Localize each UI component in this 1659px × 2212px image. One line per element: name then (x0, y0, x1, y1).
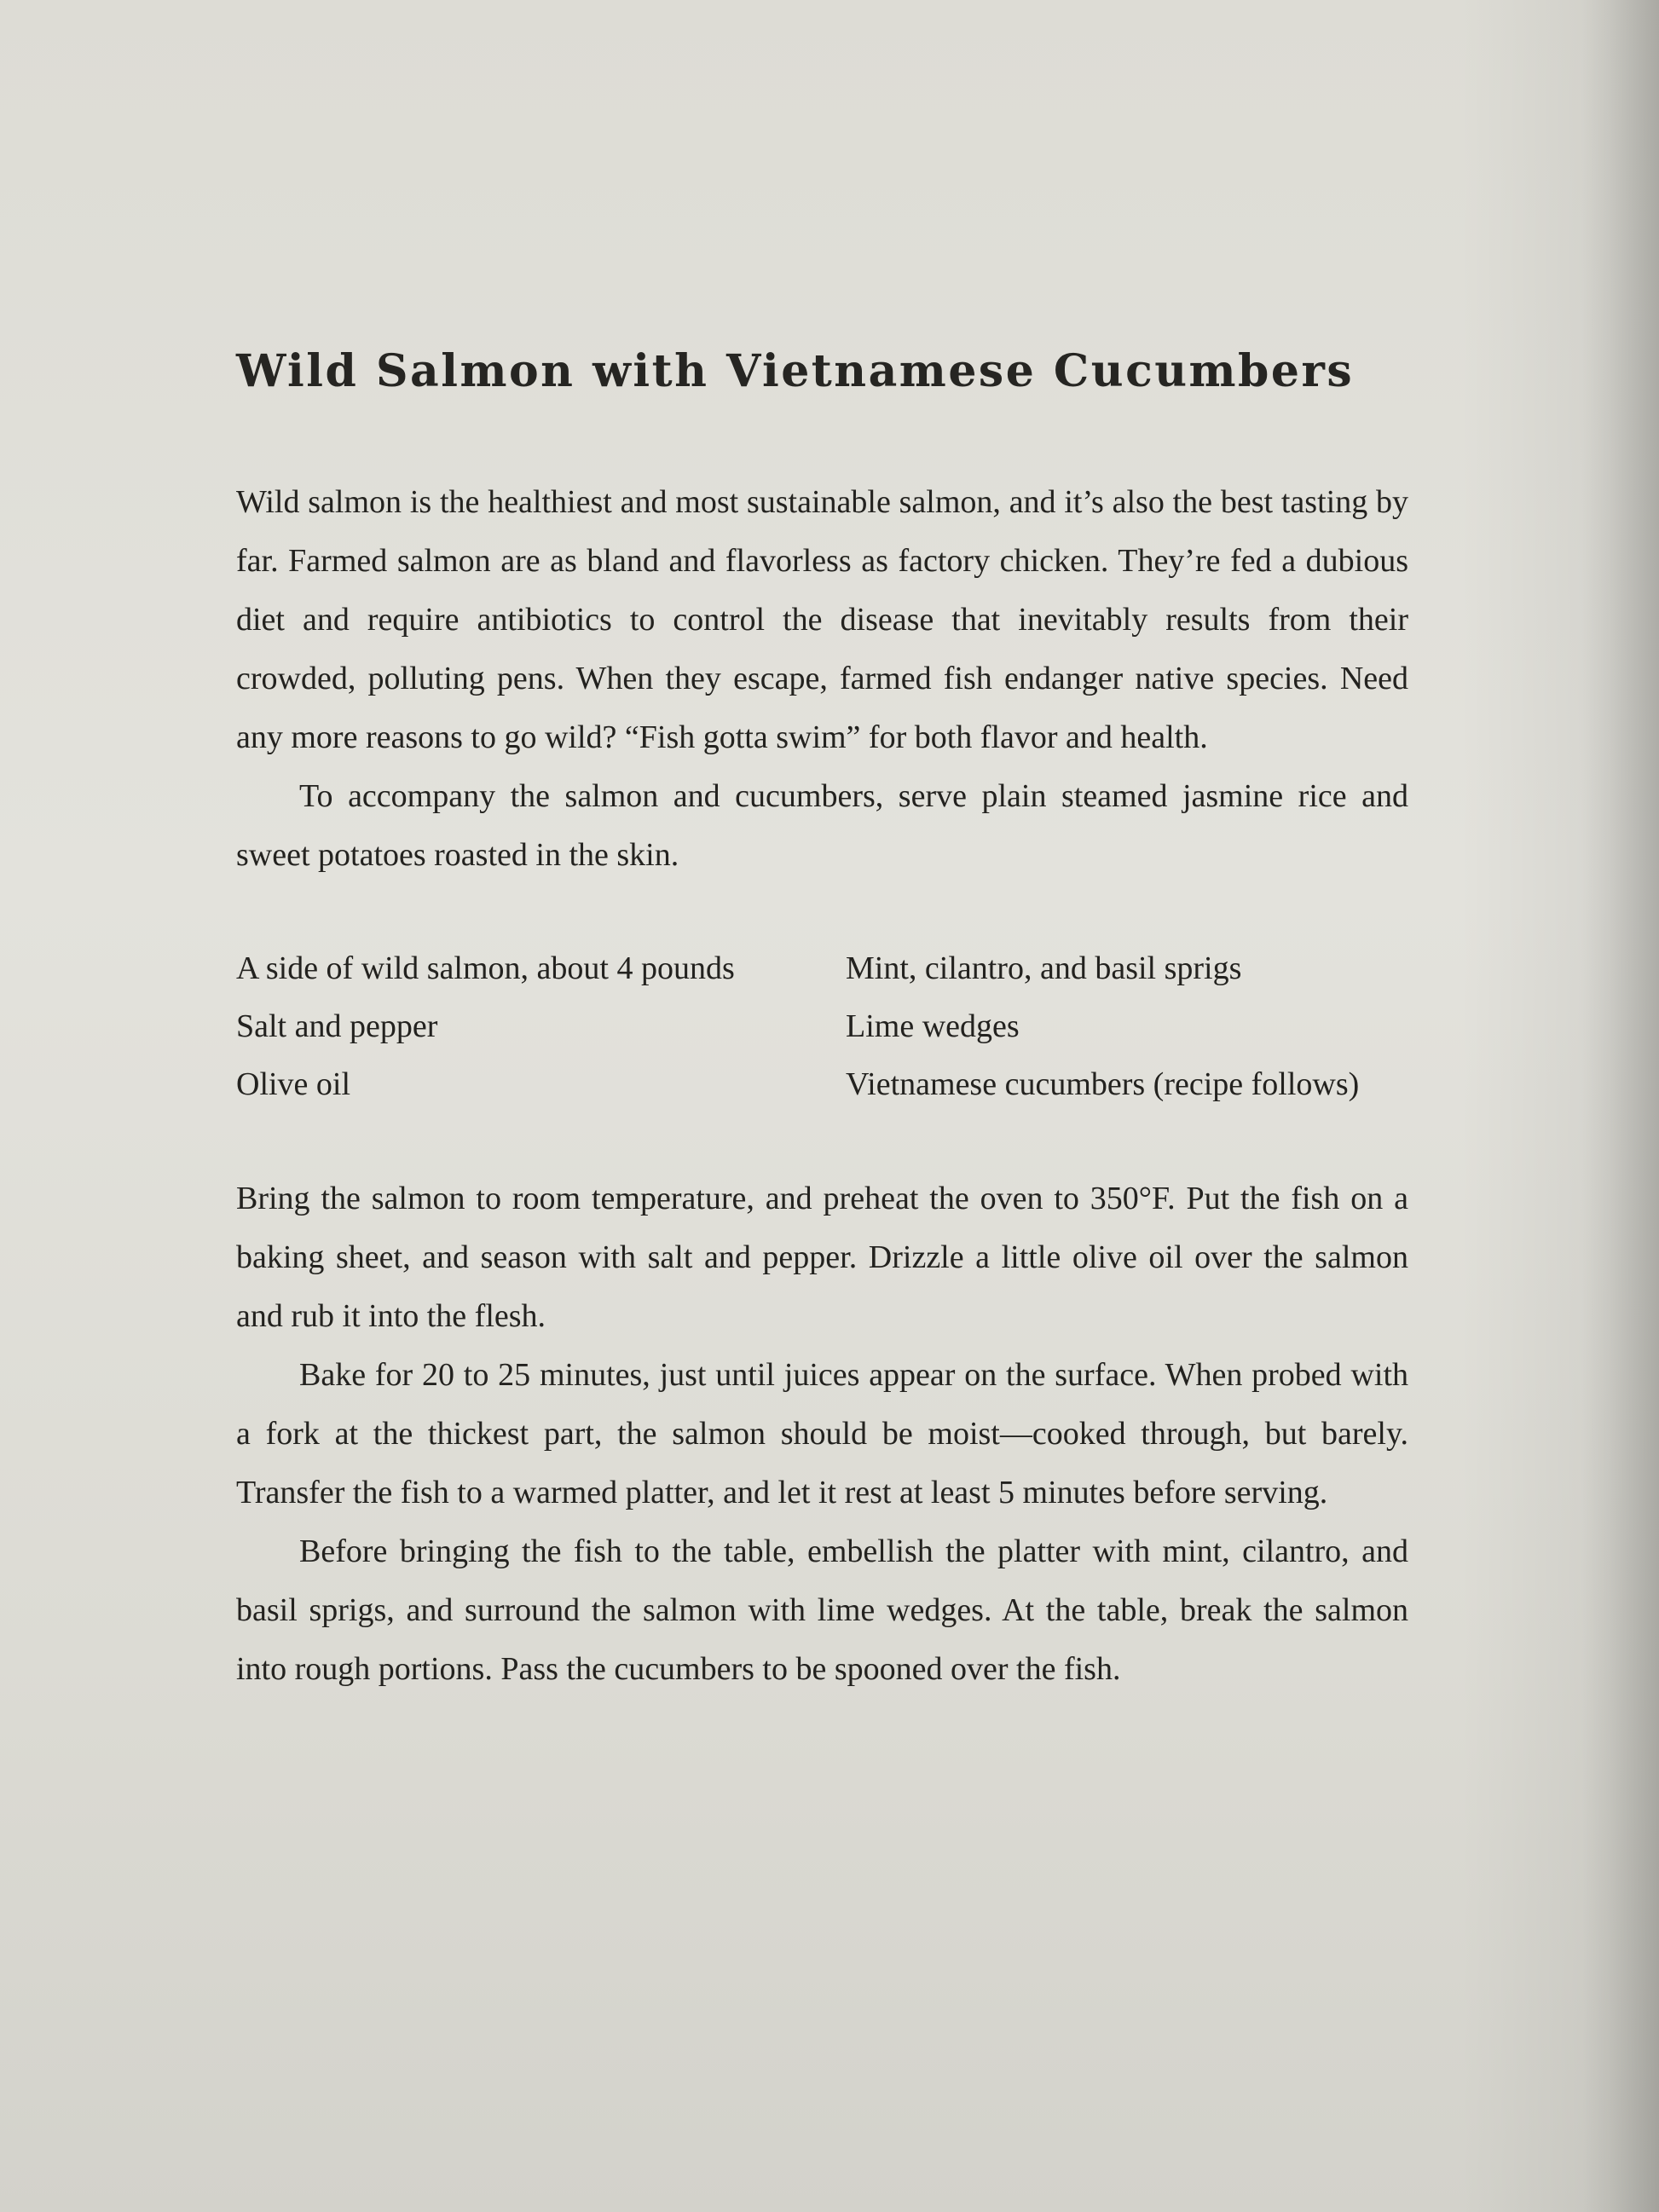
ingredient-item: Vietnamese cucumbers (recipe follows) (846, 1066, 1360, 1103)
method-step: Before bringing the fish to the table, embellish the platter with mint, cilantro, and basil sprigs, and surround the salmon with lime wedges. At the table, break the salmon into rough portions. Pass the cucumbers to be spooned over the fish. (236, 1533, 1408, 1688)
ingredient-column-left (236, 939, 846, 1113)
recipe-title: Wild Salmon with Vietnamese Cucumbers (236, 345, 1355, 397)
method-step: Bake for 20 to 25 minutes, just until juices appear on the surface. When probed with a fork at the thickest part, the salmon should be moist—cooked through, but barely. Transfer the fish to a warmed platter, and let it rest at least 5 minutes before serving. (236, 1357, 1408, 1511)
ingredient-item: A side of wild salmon, about 4 pounds (236, 950, 735, 987)
ingredient-item: Mint, cilantro, and basil sprigs (846, 950, 1242, 987)
ingredient-item: Olive oil (236, 1066, 351, 1103)
intro-paragraph: To accompany the salmon and cucumbers, serve plain steamed jasmine rice and sweet potatoes roasted in the skin. (236, 778, 1408, 874)
ingredient-item: Lime wedges (846, 1008, 1020, 1045)
ingredient-list (236, 939, 1408, 1113)
page-edge-shadow (1582, 0, 1659, 2212)
recipe-method (236, 1170, 1408, 1699)
ingredient-item: Salt and pepper (236, 1008, 438, 1045)
method-step: Bring the salmon to room temperature, and preheat the oven to 350°F. Put the fish on a baking sheet, and season with salt and pepper. Drizzle a little olive oil over the salmon and rub it into the flesh. (236, 1181, 1408, 1335)
recipe-content (236, 345, 1408, 1699)
recipe-intro (236, 473, 1408, 885)
ingredient-column-right (846, 939, 1408, 1113)
intro-paragraph: Wild salmon is the healthiest and most sustainable salmon, and it’s also the best tasting by far. Farmed salmon are as bland and flavorless as factory chicken. They’re fed a dubious diet and require antibiotics to control the disease that inevitably results from their crowded, polluting pens. When they escape, farmed fish endanger native species. Need any more reasons to go wild? “Fish gotta swim” for both flavor and health. (236, 484, 1408, 756)
